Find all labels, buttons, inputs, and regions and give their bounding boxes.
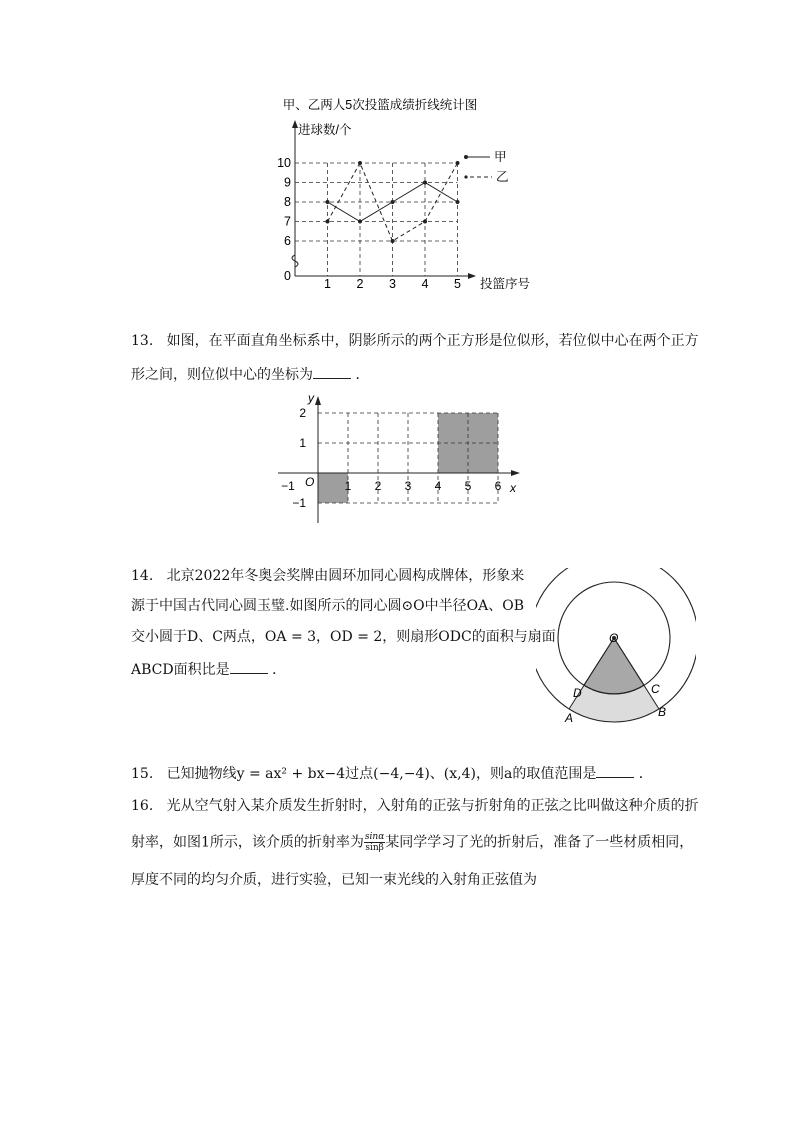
q13-x-arrow [511, 470, 520, 476]
q16-line2 [131, 832, 693, 853]
q14-sector-odc [584, 638, 644, 694]
q14-text-3: 交小圆于D、C两点，OA = 3，OD = 2，则扇形ODC的面积与扇面 [131, 629, 556, 645]
q16-line3 [131, 870, 537, 890]
chart-ticks [277, 156, 461, 291]
q13-line1 [131, 331, 699, 351]
q13-answer-blank[interactable] [313, 364, 351, 379]
legend-jia: 甲 [494, 150, 507, 164]
q13-y-ticks [292, 406, 306, 510]
chart-ytick-8: 8 [284, 195, 291, 209]
chart-y-label: 进球数/个 [298, 123, 352, 137]
q16-frac-num: sinα [364, 832, 385, 842]
q16-text-2a: 射率，如图1所示，该介质的折射率为 [131, 834, 364, 851]
q14-number: 14. [131, 568, 154, 584]
chart-point-s1-5 [456, 200, 460, 204]
chart-point-s1-4 [423, 181, 427, 185]
chart-x-label: 投篮序号 [480, 277, 531, 291]
q14-label-c: C [651, 682, 660, 696]
chart-xtick-4: 4 [421, 277, 429, 291]
chart-point-s1-3 [391, 200, 395, 204]
q14-text-4: ABCD面积比是 [131, 662, 230, 678]
q16-text-1: 光从空气射入某介质发生折射时，入射角的正弦与折射角的正弦之比叫做这种介质的折 [166, 798, 699, 814]
q13-xtick-1: 1 [344, 479, 352, 493]
q14-concentric-circles-figure [536, 568, 696, 728]
q16-text-3: 厚度不同的均匀介质，进行实验，已知一束光线的入射角正弦值为 [131, 872, 537, 888]
chart-xtick-2: 2 [356, 277, 364, 291]
q13-text-1: 如图，在平面直角坐标系中，阴影所示的两个正方形是位似形，若位似中心在两个正方 [166, 333, 699, 349]
q13-period: ． [355, 367, 370, 383]
q13-y-label: y [308, 391, 314, 405]
q13-ytick-2: −1 [292, 496, 306, 510]
q14-text-2: 源于中国古代同心圆玉璧.如图所示的同心圆⊙O中半径OA、OB [131, 598, 525, 614]
q13-xtick-4: 4 [434, 479, 442, 493]
q13-ytick-1: 1 [299, 436, 306, 450]
chart-xtick-3: 3 [389, 277, 396, 291]
q13-xtick-0: −1 [281, 479, 295, 493]
q13-origin-label: O [305, 475, 315, 489]
q16-refraction-fraction [364, 832, 385, 853]
q16-line1 [131, 796, 699, 816]
chart-grid [295, 163, 458, 276]
q14-text-1: 北京2022年冬奥会奖牌由圆环加同心圆构成牌体，形象来 [166, 568, 525, 584]
chart-ytick-10: 10 [277, 156, 291, 170]
chart-origin: 0 [284, 269, 291, 283]
q15-text: 已知抛物线y = ax² + bx−4过点(−4,−4)、(x,4)，则a的取值范围是 [166, 766, 597, 782]
chart-point-s1-2 [358, 220, 362, 224]
chart-legend [464, 150, 509, 184]
q13-text-2: 形之间，则位似中心的坐标为 [131, 367, 313, 383]
chart-x-arrow [468, 273, 476, 279]
q13-y-arrow [315, 396, 321, 405]
q15-number: 15. [131, 766, 154, 782]
q13-xtick-6: 6 [494, 479, 502, 493]
chart-point-s1-1 [326, 200, 330, 204]
q16-number: 16. [131, 798, 154, 814]
chart-point-s2-3 [391, 239, 395, 243]
q14-answer-blank[interactable] [230, 659, 268, 674]
q13-xtick-3: 3 [404, 479, 412, 493]
q14-line4 [131, 659, 286, 680]
q13-small-square [318, 473, 348, 503]
chart-ytick-6: 6 [284, 234, 291, 248]
q14-label-a: A [565, 711, 574, 725]
chart-ytick-9: 9 [284, 175, 291, 190]
legend-yi: 乙 [496, 170, 509, 184]
q15-line [131, 763, 653, 784]
q13-ytick-0: 2 [299, 406, 306, 420]
q13-line2 [131, 364, 369, 385]
chart-ytick-7: 7 [284, 214, 291, 229]
q14-line2 [131, 596, 524, 616]
chart-point-s2-5 [456, 161, 460, 165]
q14-period: ． [272, 662, 287, 678]
q14-line3 [131, 627, 556, 647]
q13-xtick-2: 2 [374, 479, 382, 493]
chart-point-s2-1 [326, 220, 330, 224]
q15-period: ． [638, 766, 653, 782]
q14-label-b: B [658, 705, 667, 719]
q13-number: 13. [131, 333, 154, 349]
q15-answer-blank[interactable] [596, 763, 634, 778]
q14-line1 [131, 566, 524, 586]
chart-point-s2-4 [423, 220, 427, 224]
chart-xtick-1: 1 [324, 277, 331, 291]
q13-xtick-5: 5 [464, 479, 472, 493]
q13-coordinate-grid [268, 388, 528, 528]
line-chart [250, 90, 550, 300]
chart-xtick-5: 5 [454, 277, 461, 291]
q13-x-label: x [510, 481, 516, 495]
q14-label-o: O [609, 631, 619, 645]
q14-label-d: D [573, 686, 582, 700]
chart-title: 甲、乙两人5次投篮成绩折线统计图 [282, 98, 478, 112]
q16-text-2b: 某同学学习了光的折射后，准备了一些材质相同， [385, 834, 694, 851]
chart-point-s2-2 [358, 161, 362, 165]
q16-frac-den: sinβ [365, 843, 384, 853]
